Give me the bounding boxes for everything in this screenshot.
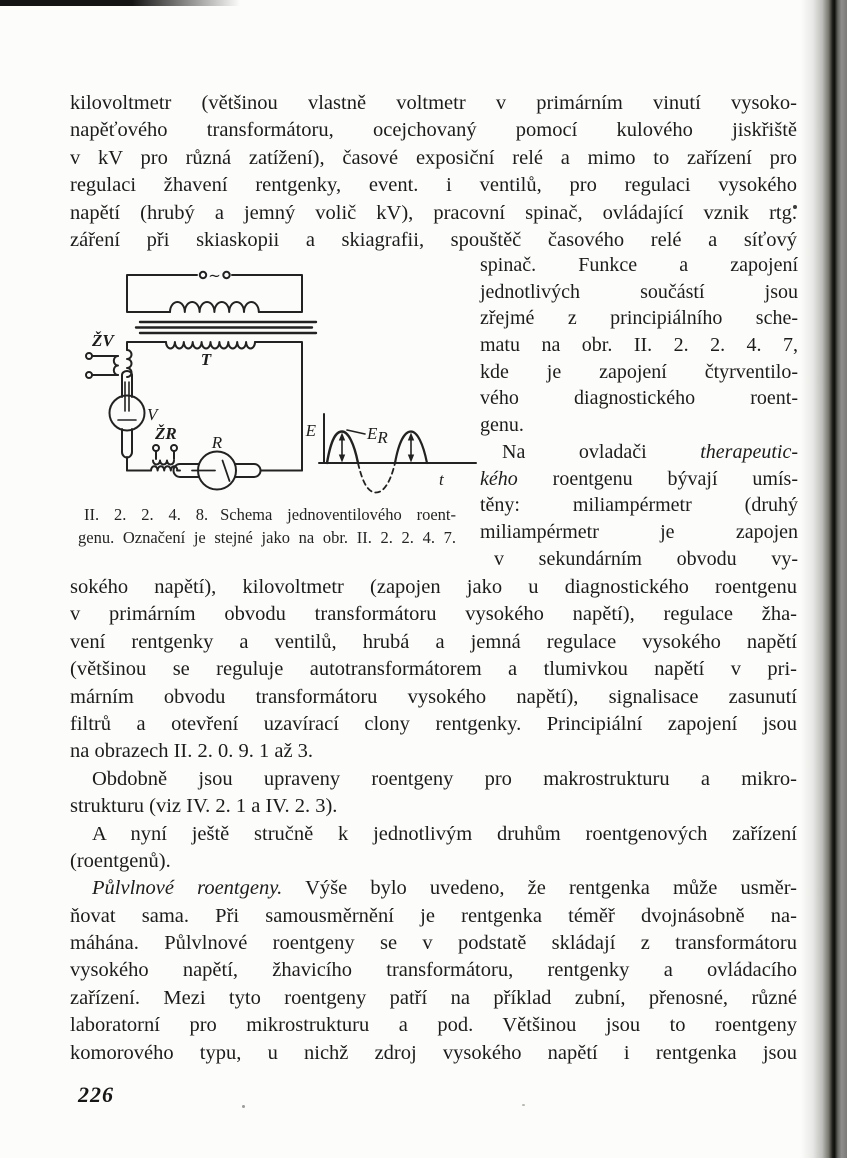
text-line: strukturu (viz IV. 2. 1 a IV. 2. 3). (70, 795, 338, 818)
label-zr: ŽR (155, 424, 177, 443)
right-text-column (480, 252, 798, 572)
text-line: A nyní ještě stručně k jednotlivým druhům roentgenových zařízení (92, 822, 797, 845)
text-line: Půlvlnové roentgeny. Výše bylo uvedeno, že rentgenka může usměr- (92, 877, 797, 900)
caption-line: II. 2. 2. 4. 8. Schema jednoventilového roent- (84, 505, 456, 524)
text-line: napětí (hrubý a jemný volič kV), pracovní spinač, ovládající vznik rtg. (70, 201, 797, 224)
text-line: sokého napětí), kilovoltmetr (zapojen jako u diagnostického roentgenu (70, 576, 797, 598)
transformer-core (136, 322, 316, 333)
label-zv: ŽV (92, 331, 114, 350)
text-line: Obdobně jsou upraveny roentgeny pro makrostrukturu a mikro- (92, 767, 797, 790)
text-line: (roentgenů). (70, 849, 171, 872)
label-axis-e: E (305, 421, 316, 440)
label-axis-t: t (439, 470, 444, 489)
label-tube-r: R (211, 433, 223, 452)
text-line: kého roentgenu bývají umís- (480, 467, 798, 490)
text-line: kde je zapojení čtyrventilo- (480, 360, 798, 383)
paragraph-intro (70, 90, 797, 254)
scan-artifact-top-bar (0, 0, 240, 6)
text-line: na obrazech II. 2. 0. 9. 1 až 3. (70, 740, 314, 763)
text-line: Na ovladači therapeutic- (502, 440, 798, 463)
figure-caption (78, 503, 456, 549)
page-number: 226 (78, 1082, 114, 1107)
text-line: vení rentgenky a ventilů, hrubá a jemná regulace vysokého napětí (70, 630, 797, 653)
text-line: spinač. Funkce a zapojení (480, 254, 798, 276)
label-er: ER (367, 424, 388, 447)
label-transformer-t: T (200, 350, 212, 369)
text-line: komorového typu, u nichž zdroj vysokého napětí i rentgenka jsou (70, 1041, 797, 1064)
text-line: laboratorní pro mikrostrukturu a pod. Většinou jsou to roentgeny (70, 1014, 797, 1037)
xray-tube (174, 452, 261, 490)
text-line: jednotlivých součástí jsou (480, 280, 798, 303)
lower-text-block (70, 574, 797, 1067)
text-line: zřejmé z principiálního sche- (480, 307, 798, 330)
caption-line: genu. Označení je stejné jako na obr. II. 2. 2. 4. 7. (78, 528, 456, 547)
text-line: těny: miliampérmetr (druhý (480, 494, 798, 517)
label-valve-v: V (147, 405, 158, 424)
text-line: (většinou se reguluje autotransformátorem a tlumivkou napětí v pri- (70, 658, 797, 681)
scan-page-edge-band (801, 0, 847, 1158)
waveform-graph (319, 414, 476, 493)
text-line: ňovat sama. Při samousměrnění je rentgenka téměř dvojnásobně na- (70, 904, 797, 927)
text-line: vého diagnostického roent- (480, 387, 798, 410)
text-line: miliampérmetr je zapojen (480, 520, 798, 543)
text-line: regulaci žhavení rentgenky, event. i ventilů, pro regulaci vysokého (70, 174, 797, 197)
text-line: v sekundárním obvodu vy- (494, 547, 798, 570)
text-line: matu na obr. II. 2. 2. 4. 7, (480, 334, 798, 357)
text-line: v primárním obvodu transformátoru vysokého napětí), regulace žha- (70, 603, 797, 626)
text-line: napěťového transformátoru, ocejchovaný pomocí kulového jiskřiště (70, 119, 797, 142)
text-line: zařízení. Mezi tyto roentgeny patří na příklad zubní, přenosné, různé (70, 986, 797, 1009)
text-line: máhána. Půlvlnové roentgeny se v podstatě skládají z transformátoru (70, 932, 797, 955)
text-line: záření při skiaskopii a skiagrafii, spouštěč časového relé a síťový (70, 228, 797, 251)
text-line: márním obvodu transformátoru vysokého napětí), signalisace zasunutí (70, 685, 797, 708)
text-line: kilovoltmetr (většinou vlastně voltmetr v primárním vinutí vysoko- (70, 92, 797, 114)
figure-number: II. 2. 2. 4. 8. (84, 505, 209, 524)
text-line: genu. (480, 414, 524, 437)
ac-source-symbol: ~ (208, 266, 221, 285)
scan-speck (242, 1105, 245, 1108)
text-line: filtrů a otevření uzavírací clony rentgenky. Principiální zapojení jsou (70, 712, 797, 735)
valve-heater-transformer (86, 350, 132, 378)
scan-speck (522, 1104, 525, 1106)
text-line: v kV pro různá zatížení), časové exposiční relé a mimo to zařízení pro (70, 146, 797, 169)
tube-heater-transformer (151, 445, 177, 471)
text-line: vysokého napětí, žhavicího transformátoru, rentgenky a ovládacího (70, 959, 797, 982)
figure-schematic-circuit (76, 262, 480, 500)
valve-tube (110, 371, 145, 471)
